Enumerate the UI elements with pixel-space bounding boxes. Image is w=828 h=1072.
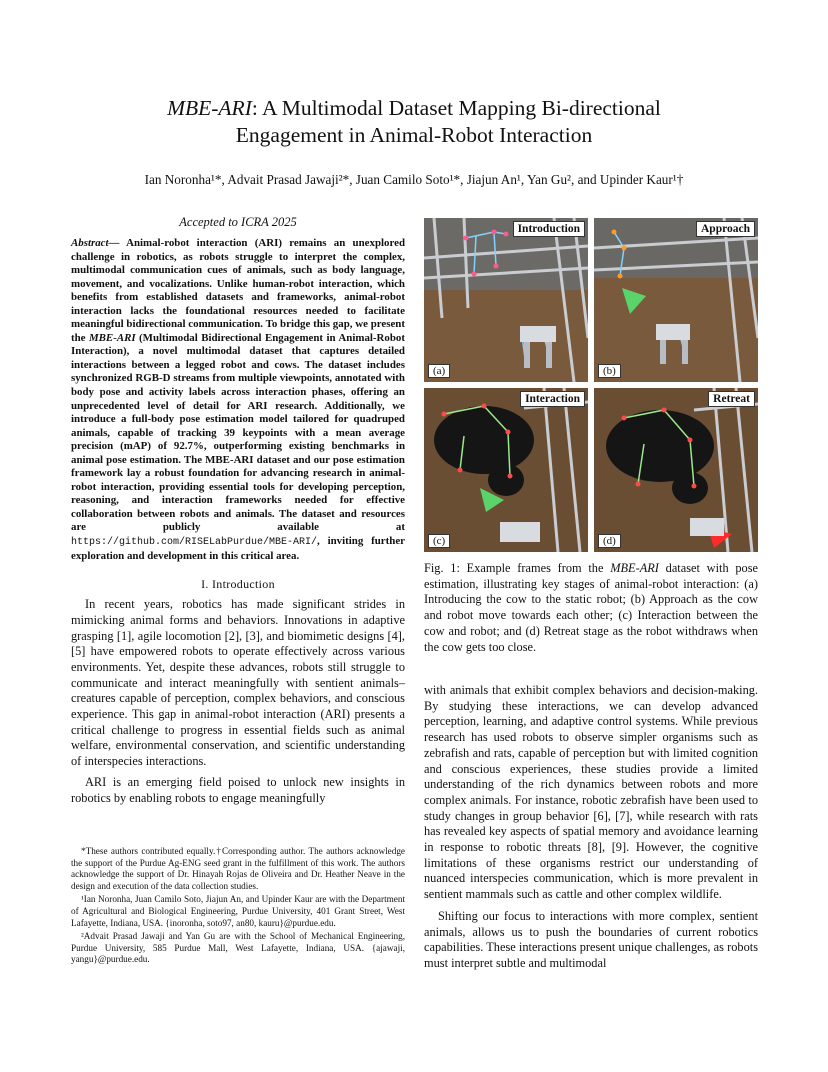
abstract-dataset-name: MBE-ARI [88,331,136,344]
panel-b-letter: (b) [598,364,621,378]
paper-title [60,95,768,149]
right-column-body [424,683,758,972]
intro-paragraph-2: ARI is an emerging field poised to unlock new insights in robotics by enabling robots to engage meaningfully [71,774,405,805]
figure-panel-b [594,218,758,382]
abstract-text-a: Animal-robot interaction (ARI) remains an unexplored challenge in robotics, as robots struggle to interpret the complex, multimodal communication cues of animals, such as body language, movement, and vocalizations. Unlike human-robot interaction, which benefits from established datasets and frameworks, animal-robot interaction lacks the foundational resources needed to facilitate meaningful bidirectional communication. To bridge this gap, we present the [71,237,405,344]
figure-panel-a [424,218,588,382]
figure-1 [424,218,758,552]
footnote-equal-contribution: *These authors contributed equally.†Corresponding author. The authors acknowledge the support of the Purdue Ag-ENG seed grant in the fulfillment of this work. The authors acknowledge the support of Dr. Hinayah Rojas de Oliveira and Dr. Heather Neave in the design and execution of the data collection studies. [71,846,405,891]
accepted-note: Accepted to ICRA 2025 [179,215,297,229]
section-heading-introduction: I. Introduction [201,577,275,592]
footnote-affiliation-1: ¹Ian Noronha, Juan Camilo Soto, Jiajun An, and Upinder Kaur are with the Department of Agricultural and Biological Engineering, Purdue University, 401 Grant Street, West Lafayette, Indiana, USA. {inoronha, soto97, an80, kauru}@purdue.edu. [71,894,405,928]
dataset-url-link[interactable]: https://github.com/RISELabPurdue/MBE-ARI/ [71,537,318,549]
abstract-text-c: , inviting further exploration and development in this critical area. [71,535,405,562]
right-column [424,218,758,655]
figure-caption [424,561,758,655]
abstract-dash: — [108,237,120,249]
title-italic: MBE-ARI [167,96,252,120]
title-rest: : A Multimodal Dataset Mapping Bi-directional [251,96,661,120]
author-list: Ian Noronha¹*, Advait Prasad Jawaji²*, Juan Camilo Soto¹*, Jiajun An¹, Yan Gu², and Upinder Kaur¹† [144,172,684,187]
caption-text-a: Fig. 1: Example frames from the [424,561,611,575]
panel-c-letter: (c) [428,534,450,548]
panel-b-image [594,218,758,382]
panel-d-label: Retreat [708,391,755,407]
footnotes [71,846,405,968]
right-paragraph-2: Shifting our focus to interactions with more complex, sentient animals, allows us to push the boundaries of current robotics capabilities. These interactions present unique challenges, as robots must interpret subtle and multimodal [424,908,758,970]
abstract [71,237,405,563]
intro-paragraph-1: In recent years, robotics has made significant strides in mimicking animal forms and behaviors. Innovations in adaptive grasping [1], agile locomotion [2], [3], and biomimetic designs [4], [5] have empowered robots to operate effectively across various environments. Yet, despite these advances, robots still struggle to communicate and interact meaningfully with sentient animals–creatures capable of perception, complex behaviors, and conscious experience. This gap in animal-robot interaction (ARI) presents a critical challenge to progress in essential fields such as animal welfare, environmental conservation, and scientific understanding of interspecies interactions. [71,597,405,769]
panel-c-label: Interaction [520,391,585,407]
figure-panel-c [424,388,588,552]
title-line-2: Engagement in Animal-Robot Interaction [235,123,593,147]
abstract-lead: Abstract [71,237,109,249]
panel-a-label: Introduction [513,221,585,237]
panel-a-letter: (a) [428,364,450,378]
caption-text-b: dataset with pose estimation, illustrating key stages of animal-robot interaction: (a) Introducing the cow to the static robot; (b) Approach as the cow and robot move towards each other; (c) Interaction between the cow and robot; and (d) Retreat stage as the robot withdraws when the cow gets too close. [424,561,758,654]
abstract-text-b: (Multimodal Bidirectional Engagement in Animal-Robot Interaction), a novel multimodal dataset that captures detailed interactions between a legged robot and cows. The dataset includes synchronized RGB-D streams from multiple viewpoints, annotated with body pose and activity labels across interaction phases, offering an unprecedented level of detail for ARI research. Additionally, we introduce a full-body pose estimation model tailored for quadruped animals, capable of tracking 39 keypoints with a mean average precision (mAP) of 92.7%, outperforming existing benchmarks in animal pose estimation. The MBE-ARI dataset and our pose estimation framework lay a robust foundation for advancing research in animal-robot interaction, providing essential tools for developing perception, reasoning, and interaction frameworks needed for effective collaboration between robots and animals. The dataset and resources are publicly available at [71,331,405,534]
panel-d-image [594,388,758,552]
footnote-affiliation-2: ²Advait Prasad Jawaji and Yan Gu are with the School of Mechanical Engineering, Purdue University, 585 Purdue Mall, West Lafayette, Indiana, USA. {ajawaji, yangu}@purdue.edu. [71,931,405,965]
panel-a-image [424,218,588,382]
panel-b-label: Approach [696,221,755,237]
panel-c-image [424,388,588,552]
caption-dataset-name: MBE-ARI [610,561,659,575]
figure-panel-d [594,388,758,552]
right-paragraph-1: with animals that exhibit complex behaviors and decision-making. By studying these interactions, we can develop advanced perception, learning, and adaptive control systems. While previous research has used robots to observe simpler organisms such as zebrafish and rats, capable of perception but with limited cognition and conscious experiences, these studies provide a limited understanding of the rich dynamics between robots and more complex animals. For instance, robotic zebrafish have been used to study changes in group behavior [6], [7], while research with rats has revealed key aspects of spatial memory and avoidance learning in response to robotic threats [8], [9]. However, the cognitive limitations of these organisms restrict our understanding of nuanced interspecies communication, which is more prevalent in sentient mammals such as cattle and other complex wildlife. [424,683,758,902]
left-column [71,214,405,806]
panel-d-letter: (d) [598,534,621,548]
